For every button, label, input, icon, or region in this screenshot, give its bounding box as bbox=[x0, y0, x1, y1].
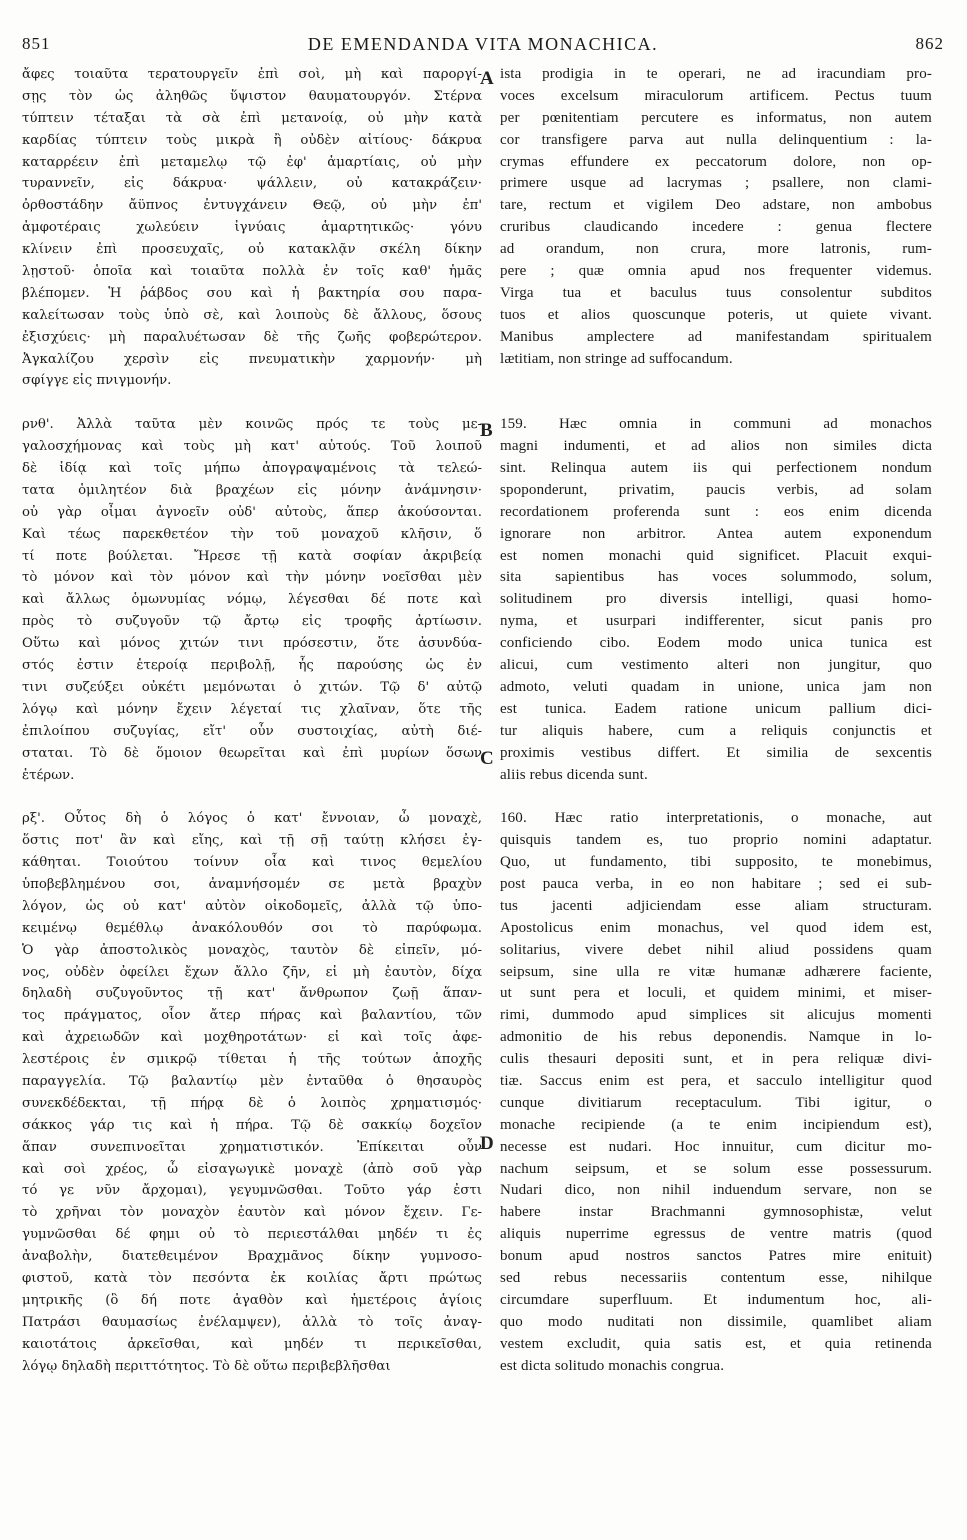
latin-text-line: cor transfigere parva aut nulla delinquentium : la- bbox=[500, 131, 932, 148]
latin-text-line: primere usque ad lacrymas ; psallere, non clami- bbox=[500, 175, 932, 192]
greek-text-line: καὶ ἀχρειωδῶν καὶ μοχθηροτάτων· εἰ καὶ τοῖς ἀφε- bbox=[22, 1030, 482, 1046]
latin-text-line: Virga tua et baculus tuus consolentur subditos bbox=[500, 284, 932, 301]
greek-text-line: λῃστοῦ· ὁποῖα καὶ τοιαῦτα πολλὰ ἐν τοῖς καθ' ἡμᾶς bbox=[22, 264, 482, 280]
section-marker-d: D bbox=[480, 1133, 494, 1154]
latin-text-line: 160. Hæc ratio interpretationis, o monache, aut bbox=[500, 810, 932, 827]
greek-text-line: καρδίας τύπτειν τοὺς μικρὰ ἢ οὐδὲν αἰτίους· δάκρυα bbox=[22, 132, 482, 148]
latin-text-line: alicui, cum vestimento alteri non jungitur, quo bbox=[500, 657, 932, 674]
latin-text-line: est dicta solitudo monachis congrua. bbox=[500, 1357, 725, 1374]
latin-text-line: voces excelsum miraculorum artificem. Pectus tuum bbox=[500, 87, 932, 104]
latin-text-line: admoto, veluti quadam in unione, unica jam non bbox=[500, 678, 932, 695]
latin-text-line: Nudari dico, non nihil induendum servare, non se bbox=[500, 1182, 932, 1199]
latin-text-line: pere ; quæ omnia apud nos frequenter videmus. bbox=[500, 263, 932, 280]
greek-text-line: δὲ ἰδίᾳ καὶ τοῖς μήπω ἀπογραψαμένοις τὰ τελεώ- bbox=[22, 461, 482, 477]
running-title: DE EMENDANDA VITA MONACHICA. bbox=[307, 34, 659, 54]
greek-text-line: συνεκδέδεκται, τῇ πήρᾳ δὲ ὁ λοιπὸς χρηματισμός· bbox=[22, 1095, 482, 1111]
greek-text-line: Ἀγκαλίζου χερσὶν εἰς πνευματικὴν χαρμονήν· μὴ bbox=[22, 351, 482, 367]
greek-text-line: ἅπαν συνεπινοεῖται χρηματιστικόν. Ἐπίκειται οὖν bbox=[22, 1139, 482, 1155]
latin-text-line: cunque divitiarum receptaculum. Tibi igitur, o bbox=[500, 1094, 932, 1111]
latin-text-line: proximis vestibus differt. Et similia de sexcentis bbox=[500, 744, 932, 761]
greek-text-line: τὸ χρῆναι τὸν μοναχὸν ἑαυτὸν καὶ μόνον ἔχειν. Γε- bbox=[22, 1205, 482, 1221]
latin-text-line: aliquis nuperrime egressus de ventre matris (quod bbox=[500, 1226, 932, 1243]
greek-text-line: σῃς τὸν ὡς ἀληθῶς ὕψιστον θαυματουργόν. Στέρνα bbox=[22, 88, 482, 104]
greek-text-line: ρνθ'. Ἀλλὰ ταῦτα μὲν κοινῶς πρός τε τοὺς με- bbox=[22, 417, 482, 433]
greek-text-line: τατα ὁμιλητέον διὰ βραχέων εἰς μόνην ἀνάμνησιν· bbox=[22, 482, 482, 498]
running-header bbox=[22, 34, 944, 56]
greek-text-line: ὑποβεβλημένου σοι, ἀναμνήσομέν σε μετὰ βραχὺν bbox=[22, 876, 482, 892]
greek-text-line: ἐξισχύεις· μὴ παραλυέτωσαν δὲ τῆς ζωῆς φοβερώτερον. bbox=[22, 329, 482, 345]
greek-text-line: πρὸς τὸ συζυγοῦν τῷ ἄρτῳ εἰς τροφῆς ἀρτίωσιν. bbox=[22, 614, 482, 630]
page-number-left: 851 bbox=[22, 34, 51, 53]
greek-text-line: Οὕτω καὶ μόνος χιτών τινι πρόσεστιν, ὅτε ἀσυνδύα- bbox=[22, 636, 482, 652]
greek-text-line: τί ποτε βούλεται. Ἤρεσε τῇ κατὰ σοφίαν ἀκριβείᾳ bbox=[22, 548, 482, 564]
greek-text-line: λόγον, ὡς οὐ κατ' αὐτὸν οἰκοδομεῖς, ἀλλὰ τῷ ὑπο- bbox=[22, 898, 482, 914]
greek-text-line: στός ἐστιν ἑτεροίᾳ περιβολῇ, ἧς παρούσης ὡς ἐν bbox=[22, 658, 482, 674]
latin-text-line: habere instar Brachmanni gymnosophistæ, velut bbox=[500, 1204, 932, 1221]
greek-text-line: καταρρέειν ἐπὶ μεταμελῳ τῷ ἐφ' ἁμαρτίαις, οὐ μὴν bbox=[22, 154, 482, 170]
latin-text-column bbox=[500, 64, 932, 1377]
greek-text-line: καὶ ἄλλως ὁμωνυμίας νόμῳ, λέγεσθαι δέ ποτε καὶ bbox=[22, 592, 482, 608]
latin-text-paragraph-gap bbox=[500, 786, 932, 808]
latin-text-line: est nomen monachi quid significet. Placuit exqui- bbox=[500, 547, 932, 564]
greek-text-line: λεστέροις ἐν σμικρῷ τίθεται ἡ τῆς τούτων ἀποχῆς bbox=[22, 1052, 482, 1068]
greek-text-line: λόγῳ δηλαδὴ περιττότητος. Τὸ δὲ οὕτω περιβεβλῆσθαι bbox=[22, 1358, 391, 1374]
page-number-right: 862 bbox=[915, 34, 944, 53]
latin-text-line: tiæ. Saccus enim est pera, et sacculo intelligitur quod bbox=[500, 1072, 932, 1089]
latin-text-line: ista prodigia in te operari, ne ad iracundiam pro- bbox=[500, 66, 932, 82]
latin-text-line: conficiendo cibo. Eodem modo unica tunica est bbox=[500, 635, 932, 652]
latin-text-line: solitarius, vivere debet nihil aliud possidens quam bbox=[500, 941, 932, 958]
latin-text-line: post pauca verba, in eo non habitare ; sed ei sub- bbox=[500, 875, 932, 892]
greek-text-line: τό γε νῦν ἄρχομαι), γεγυμνῶσθαι. Τοῦτο γάρ ἐστι bbox=[22, 1183, 482, 1199]
section-marker-b: B bbox=[480, 420, 493, 441]
latin-text-line: tare, rectum et vigilem Deo adstare, non ambobus bbox=[500, 197, 932, 214]
latin-text-line: ad orandum, non crura, more latronis, rum- bbox=[500, 241, 932, 258]
greek-text-line: τύπτειν τέταξαι τὰ σὰ ἐπὶ μετανοίᾳ, οὐ μὴν κατὰ bbox=[22, 110, 482, 126]
greek-text-line: τινι συζεύξει οὐκέτι μεμόνωται ὁ χιτών. Τῷ δ' αὐτῷ bbox=[22, 679, 482, 695]
greek-text-column bbox=[22, 64, 482, 1377]
latin-text-line: Quo, ut fundamento, tibi supposito, te monebimus, bbox=[500, 854, 932, 871]
greek-text-line: ὅστις ποτ' ἂν καὶ εἴης, καὶ τῇ σῇ ταύτῃ κλήσει ἐγ- bbox=[22, 833, 482, 849]
greek-text-line: καλείτωσαν τοὺς ὑπὸ σὲ, καὶ λοιποὺς δὲ ἄλλους, ὅσους bbox=[22, 307, 482, 323]
latin-text-line: culis thesauri depositi sunt, et in pera reliquæ divi- bbox=[500, 1051, 932, 1068]
greek-text-line: τος πράγματος, οἷον ἄτερ πήρας καὶ βαλαντίου, τῶν bbox=[22, 1008, 482, 1024]
latin-text-line: Apostolicus enim monachus, vel quod idem est, bbox=[500, 919, 932, 936]
latin-text-line: sita sapientibus has voces solummodo, solum, bbox=[500, 569, 932, 586]
latin-text-line: magni indumenti, et ad alios non similes dicta bbox=[500, 438, 932, 455]
latin-text-line: bonum apud nostros sanctos Patres mire enituit) bbox=[500, 1248, 932, 1265]
greek-text-paragraph-gap bbox=[22, 392, 482, 414]
latin-text-line: seipsum, sine ulla re vitæ humanæ adhærere faciente, bbox=[500, 963, 932, 980]
greek-text-line: ἀναβολὴν, διατεθειμένον Βραχμᾶνος δίκην γυμνοσο- bbox=[22, 1249, 482, 1265]
latin-text-line: necesse est nudari. Hoc innuitur, cum dicitur mo- bbox=[500, 1138, 932, 1155]
latin-text-line: monache recipiende (a te enim incipiendum est), bbox=[500, 1116, 932, 1133]
greek-text-line: τὸ μόνον καὶ τὸν μόνον καὶ τὴν μόνην νοεῖσθαι μὲν bbox=[22, 570, 482, 586]
greek-text-line: ὀρθοστάδην ἄϋπνος ἐντυγχάνειν Θεῷ, οὐ μὴν ἐπ' bbox=[22, 198, 482, 214]
latin-text-line: ut sunt pera et loculi, et quidem minimi, et miser- bbox=[500, 985, 932, 1002]
greek-text-line: κάθηται. Τοιούτου τοίνυν οἷα καὶ τινος θεμελίου bbox=[22, 855, 482, 871]
latin-text-line: lætitiam, non stringe ad suffocandum. bbox=[500, 350, 733, 367]
latin-text-line: tur aliquis habere, cum a reliquis conjunctis et bbox=[500, 722, 932, 739]
latin-text-line: rimi, dummodo apud simplices sit alicujus momenti bbox=[500, 1007, 932, 1024]
section-marker-c: C bbox=[480, 748, 494, 769]
greek-text-line: γαλοσχήμονας καὶ τοὺς μὴ κατ' αὐτούς. Τοῦ λοιποῦ bbox=[22, 439, 482, 455]
greek-text-line: φιστοῦ, κατὰ τὸν πεσόντα ἐκ κοιλίας ἄρτι πρώτως bbox=[22, 1270, 482, 1286]
latin-text-line: circumdare superfluum. Et indumentum hoc, ali- bbox=[500, 1291, 932, 1308]
latin-text-line: quisquis tandem es, tuo proprio nomini adaptatur. bbox=[500, 832, 932, 849]
greek-text-line: σφίγγε εἰς πνιγμονήν. bbox=[22, 373, 172, 389]
greek-text-line: βλέπομεν. Ἡ ῥάβδος σου καὶ ἡ βακτηρία σου παρα- bbox=[22, 285, 482, 301]
latin-text-line: nachum seipsum, et se solum esse possessurum. bbox=[500, 1160, 932, 1177]
latin-text-line: Manibus amplectere ad manifestandam spiritualem bbox=[500, 328, 932, 345]
greek-text-line: ἐπιλοίπου συζυγίας, εἴτ' οὖν συστοιχίας, αὐτὴ διέ- bbox=[22, 723, 482, 739]
greek-text-line: παραγγελία. Τῷ βαλαντίῳ μὲν ἐνταῦθα ὁ θησαυρὸς bbox=[22, 1073, 482, 1089]
greek-text-line: οὐ γὰρ οἶμαι ἀγνοεῖν οὐδ' αὐτοὺς, ἅπερ ἀκούσονται. bbox=[22, 504, 482, 520]
latin-text-line: sed rebus necessariis contentum esse, nihilque bbox=[500, 1269, 932, 1286]
greek-text-line: Καὶ τέως παρεκθετέον τὴν τοῦ μοναχοῦ κλῆσιν, ὅ bbox=[22, 526, 482, 542]
latin-text-line: tus jacenti adjiciendam esse aliam structuram. bbox=[500, 897, 932, 914]
greek-text-line: Ὁ γὰρ ἀποστολικὸς μοναχὸς, ταυτὸν δὲ εἰπεῖν, μό- bbox=[22, 942, 482, 958]
latin-text-line: vestem excludit, quia satis est, et quia retinenda bbox=[500, 1335, 932, 1352]
greek-text-line: ἑτέρων. bbox=[22, 767, 75, 783]
latin-text-line: est tunica. Eadem ratione unicum pallium dici- bbox=[500, 700, 932, 717]
greek-text-line: γυμνῶσθαι δέ φημι οὐ τὸ περιεστάλθαι μηδέν τι ἐς bbox=[22, 1227, 482, 1243]
latin-text-line: sint. Relinqua autem iis qui perfectionem nondum bbox=[500, 460, 932, 477]
latin-text-line: aliis rebus dicenda sunt. bbox=[500, 766, 648, 783]
latin-text-line: admonitio de his rebus deponendis. Namque in lo- bbox=[500, 1029, 932, 1046]
greek-text-line: κλίνειν ἐπὶ προσευχαῖς, οὐ κατακλᾷν σκέλη δίκην bbox=[22, 242, 482, 258]
latin-text-line: tuos et alios quoscunque poteris, ut quiete vivant. bbox=[500, 306, 932, 323]
greek-text-line: δηλαδὴ συζυγοῦντος τῇ κατ' ἄνθρωπον ζωῇ ἅπαν- bbox=[22, 986, 482, 1002]
greek-text-line: ἀμφοτέραις χωλεύειν ἰγνύαις ἁμαρτητικῶς· γόνυ bbox=[22, 220, 482, 236]
greek-text-line: σταται. Τὸ δὲ ὅμοιον θεωρεῖται καὶ ἐπὶ μυρίων ὅσων bbox=[22, 745, 482, 761]
greek-text-line: ρξ'. Οὗτος δὴ ὁ λόγος ὁ κατ' ἔννοιαν, ὦ μοναχὲ, bbox=[22, 811, 482, 827]
greek-text-line: καιοτάτοις ἀρκεῖσθαι, καὶ μηδέν τι περικεῖσθαι, bbox=[22, 1336, 482, 1352]
greek-text-line: τυραννεῖν, εἰς δάκρυα· ψάλλειν, οὐ κατακράζειν· bbox=[22, 176, 482, 192]
latin-text-paragraph-gap bbox=[500, 370, 932, 392]
latin-text-line: quo modo nuditati non dissimile, quamlibet aliam bbox=[500, 1313, 932, 1330]
greek-text-line: μητρικῆς (ὃ δή ποτε ἀγαθὸν καὶ ἡμετέροις ἁγίοις bbox=[22, 1292, 482, 1308]
latin-text-paragraph-gap bbox=[500, 392, 932, 414]
latin-text-line: cruribus claudicando incedere : genua flectere bbox=[500, 219, 932, 236]
section-marker-a: A bbox=[480, 68, 494, 89]
greek-text-line: νος, οὐδὲν ὀφείλει ἔχων ἄλλο ζῆν, εἰ μὴ ἑαυτὸν, δίχα bbox=[22, 964, 482, 980]
latin-text-line: 159. Hæc omnia in communi ad monachos bbox=[500, 416, 932, 433]
latin-text-line: per pœnitentiam percutere es informatus, non autem bbox=[500, 109, 932, 126]
latin-text-line: ignorare non arbitror. Antea autem exponendum bbox=[500, 525, 932, 542]
greek-text-line: σάκκος γάρ τις καὶ ἡ πήρα. Τῷ δὲ σακκίῳ δοχεῖον bbox=[22, 1117, 482, 1133]
latin-text-line: recordationem proferenda sunt : eos enim dicenda bbox=[500, 503, 932, 520]
greek-text-line: καὶ σοὶ χρέος, ὦ εἰσαγωγικὲ μοναχὲ (ἀπὸ σοῦ γὰρ bbox=[22, 1161, 482, 1177]
greek-text-line: κειμένῳ θεμέθλῳ ἀνακόλουθόν σοι τὸ παρύφωμα. bbox=[22, 920, 482, 936]
latin-text-line: nyma, et usurpari indifferenter, sicut panis pro bbox=[500, 613, 932, 630]
latin-text-line: solitudinem pro diversis intelligi, quasi homo- bbox=[500, 591, 932, 608]
greek-text-line: λόγῳ καὶ μόνην ἔχειν λέγεταί τις χλαῖναν, ὅτε τῆς bbox=[22, 701, 482, 717]
greek-text-line: ἄφες τοιαῦτα τερατουργεῖν ἐπὶ σοὶ, μὴ καὶ παροργί- bbox=[22, 67, 482, 82]
greek-text-paragraph-gap bbox=[22, 786, 482, 808]
latin-text-line: spoponderunt, privatim, paucis verbis, ad solam bbox=[500, 481, 932, 498]
greek-text-line: Πατράσι θαυμασίως ἐνέλαμψεν), ἀλλὰ τὸ τοῖς ἀναγ- bbox=[22, 1314, 482, 1330]
latin-text-line: crymas effundere ex peccatorum dolore, non op- bbox=[500, 153, 932, 170]
